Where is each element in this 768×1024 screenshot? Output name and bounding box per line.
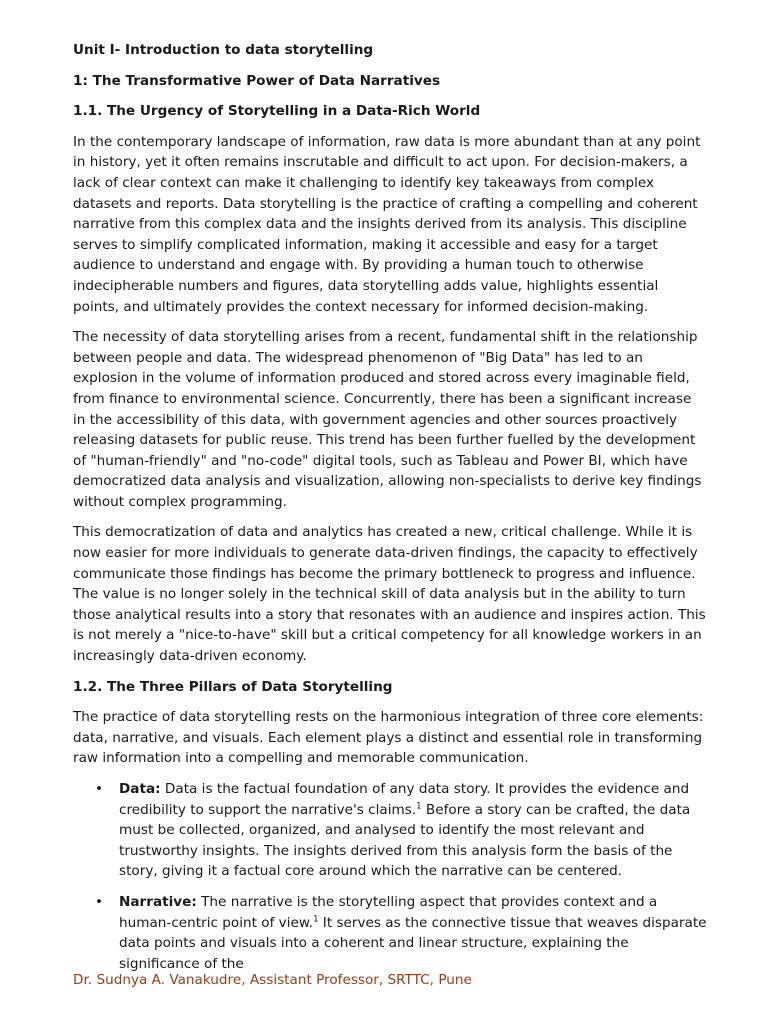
footnote-ref[interactable]: 1 (313, 914, 319, 925)
page-footer: Dr. Sudnya A. Vanakudre, Assistant Professor, SRTTC, Pune (73, 972, 472, 988)
section-1-1-paragraph-3: This democratization of data and analytics has created a new, critical challenge. While it is now easier for more individuals to generate data-driven findings, the capacity to effectively communicate those findings has become the primary bottleneck to progress and influence. The value is no longer solely in the technical skill of data analysis but in the ability to turn those analytical results into a story that resonates with an audience and inspires action. This is not merely a "nice-to-have" skill but a critical competency for all knowledge workers in an increasingly data-driven economy. (73, 524, 706, 665)
bullet-icon: • (95, 893, 104, 910)
list-item-data (73, 779, 707, 882)
pillar-text-continued: Before a story can be crafted, the data must be collected, organized, and analysed to identify the most relevant and trustworthy insights. The insights derived from this analysis form the basis of the story, giving it a factual core around which the narrative can be centered. (119, 801, 691, 880)
section-1-1-heading: 1.1. The Urgency of Storytelling in a Data-Rich World (73, 103, 481, 120)
pillar-term: Narrative: (119, 893, 197, 910)
document-page (73, 40, 707, 984)
pillars-list (73, 779, 707, 974)
pillar-text-continued: It serves as the connective tissue that weaves disparate data points and visuals into a coherent and linear structure, explaining the significance of the (119, 914, 707, 972)
section-1-2-heading: 1.2. The Three Pillars of Data Storytelling (73, 678, 393, 695)
section-1-1-paragraph-1: In the contemporary landscape of information, raw data is more abundant than at any point in history, yet it often remains inscrutable and difficult to act upon. For decision-makers, a lack of clear context can make it challenging to identify key takeaways from complex datasets and reports. Data storytelling is the practice of crafting a compelling and coherent narrative from this complex data and the insights derived from its analysis. This discipline serves to simplify complicated information, making it accessible and easy for a target audience to understand and engage with. By providing a human touch to otherwise indecipherable numbers and figures, data storytelling adds value, highlights essential points, and ultimately provides the context necessary for informed decision-making. (73, 133, 701, 315)
bullet-icon: • (95, 781, 104, 797)
unit-title: Unit I- Introduction to data storytelling (73, 42, 374, 58)
pillar-text: Data is the factual foundation of any data story. It provides the evidence and credibility to support the narrative's claims. (119, 781, 690, 818)
chapter-title: 1: The Transformative Power of Data Narratives (73, 72, 441, 89)
section-1-2-intro: The practice of data storytelling rests on the harmonious integration of three core elements: data, narrative, and visuals. Each element plays a distinct and essential role in transforming raw information into a compelling and memorable communication. (73, 709, 704, 767)
pillar-text: The narrative is the storytelling aspect that provides context and a human-centric point of view. (119, 893, 658, 931)
section-1-1-paragraph-2: The necessity of data storytelling arises from a recent, fundamental shift in the relationship between people and data. The widespread phenomenon of "Big Data" has led to an explosion in the volume of information produced and stored across every imaginable field, from finance to environmental science. Concurrently, there has been a significant increase in the accessibility of this data, with government agencies and other sources proactively releasing datasets for public reuse. This trend has been further fuelled by the development of "human-friendly" and "no-code" digital tools, such as Tableau and Power BI, which have democratized data analysis and visualization, allowing non-specialists to derive key findings without complex programming. (73, 329, 702, 510)
footnote-ref[interactable]: 1 (416, 801, 422, 812)
pillar-term: Data: (119, 781, 161, 797)
list-item-narrative (73, 892, 707, 974)
